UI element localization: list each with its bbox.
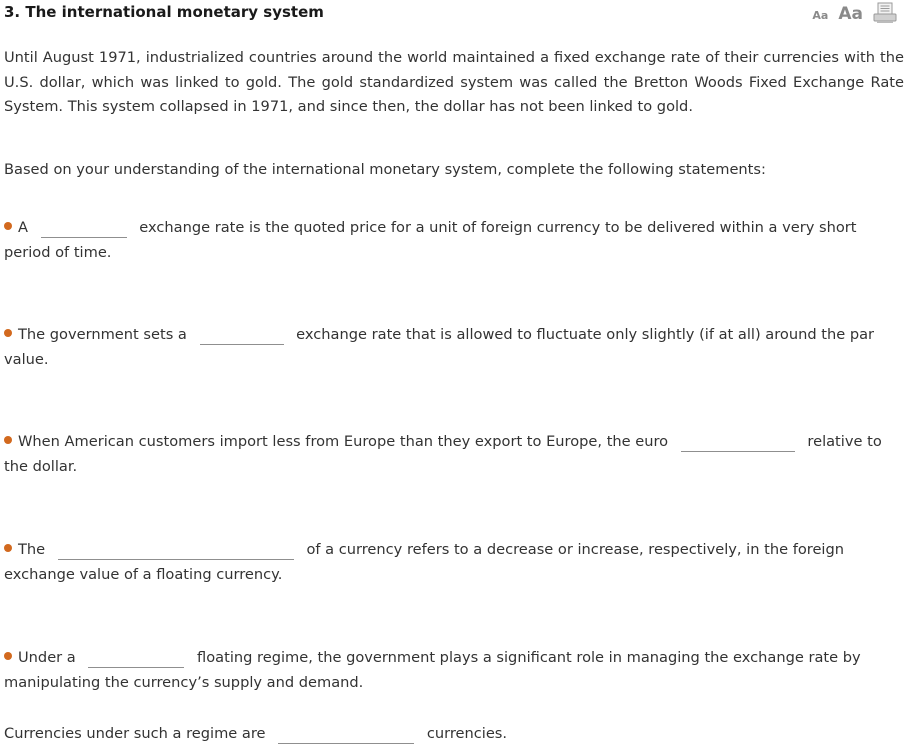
bullet-icon xyxy=(4,544,12,552)
question-item-5 xyxy=(4,646,904,695)
question-text-before: A xyxy=(18,219,28,236)
print-icon xyxy=(873,2,897,24)
instruction-text: Based on your understanding of the international monetary system, complete the following statements: xyxy=(4,161,766,178)
answer-blank-6[interactable] xyxy=(278,729,414,744)
print-button[interactable] xyxy=(873,2,897,24)
font-size-decrease-button[interactable]: Aa xyxy=(812,9,829,22)
question-text-after: relative to the dollar. xyxy=(4,433,882,475)
bullet-icon xyxy=(4,222,12,230)
answer-blank-4[interactable] xyxy=(58,545,294,560)
question-text-after: of a currency refers to a decrease or increase, respectively, in the foreign exchange value of a floating currency. xyxy=(4,541,844,583)
question-text-after: floating regime, the government plays a significant role in managing the exchange rate by manipulating the currency’s supply and demand. xyxy=(4,649,861,691)
question-item-4 xyxy=(4,538,904,587)
followup-text-after: currencies. xyxy=(426,725,508,742)
question-item-1 xyxy=(4,216,904,265)
bullet-icon xyxy=(4,329,12,337)
followup-item xyxy=(4,722,904,747)
font-size-increase-button[interactable]: Aa xyxy=(838,4,863,24)
question-item-3 xyxy=(4,430,904,479)
followup-text-before: Currencies under such a regime are xyxy=(4,725,266,742)
question-text-after: exchange rate is the quoted price for a unit of foreign currency to be delivered within a very short period of time. xyxy=(4,219,857,261)
question-text-before: The government sets a xyxy=(18,326,187,343)
question-text-before: When American customers import less from Europe than they export to Europe, the euro xyxy=(18,433,669,450)
answer-blank-5[interactable] xyxy=(88,653,184,668)
question-text-before: The xyxy=(18,541,46,558)
question-title: 3. The international monetary system xyxy=(4,3,324,21)
answer-blank-1[interactable] xyxy=(41,223,127,238)
toolbar xyxy=(812,2,897,24)
bullet-icon xyxy=(4,436,12,444)
question-item-2 xyxy=(4,323,904,372)
question-text-before: Under a xyxy=(18,649,76,666)
answer-blank-2[interactable] xyxy=(200,330,284,345)
answer-blank-3[interactable] xyxy=(681,437,795,452)
question-text-after: exchange rate that is allowed to fluctuate only slightly (if at all) around the par value. xyxy=(4,326,875,368)
bullet-icon xyxy=(4,652,12,660)
intro-paragraph: Until August 1971, industrialized countries around the world maintained a fixed exchange rate of their currencies with the U.S. dollar, which was linked to gold. The gold standardized system was called the Bretton Woods Fixed Exchange Rate System. This system collapsed in 1971, and since then, the dollar has not been linked to gold. xyxy=(4,49,904,115)
